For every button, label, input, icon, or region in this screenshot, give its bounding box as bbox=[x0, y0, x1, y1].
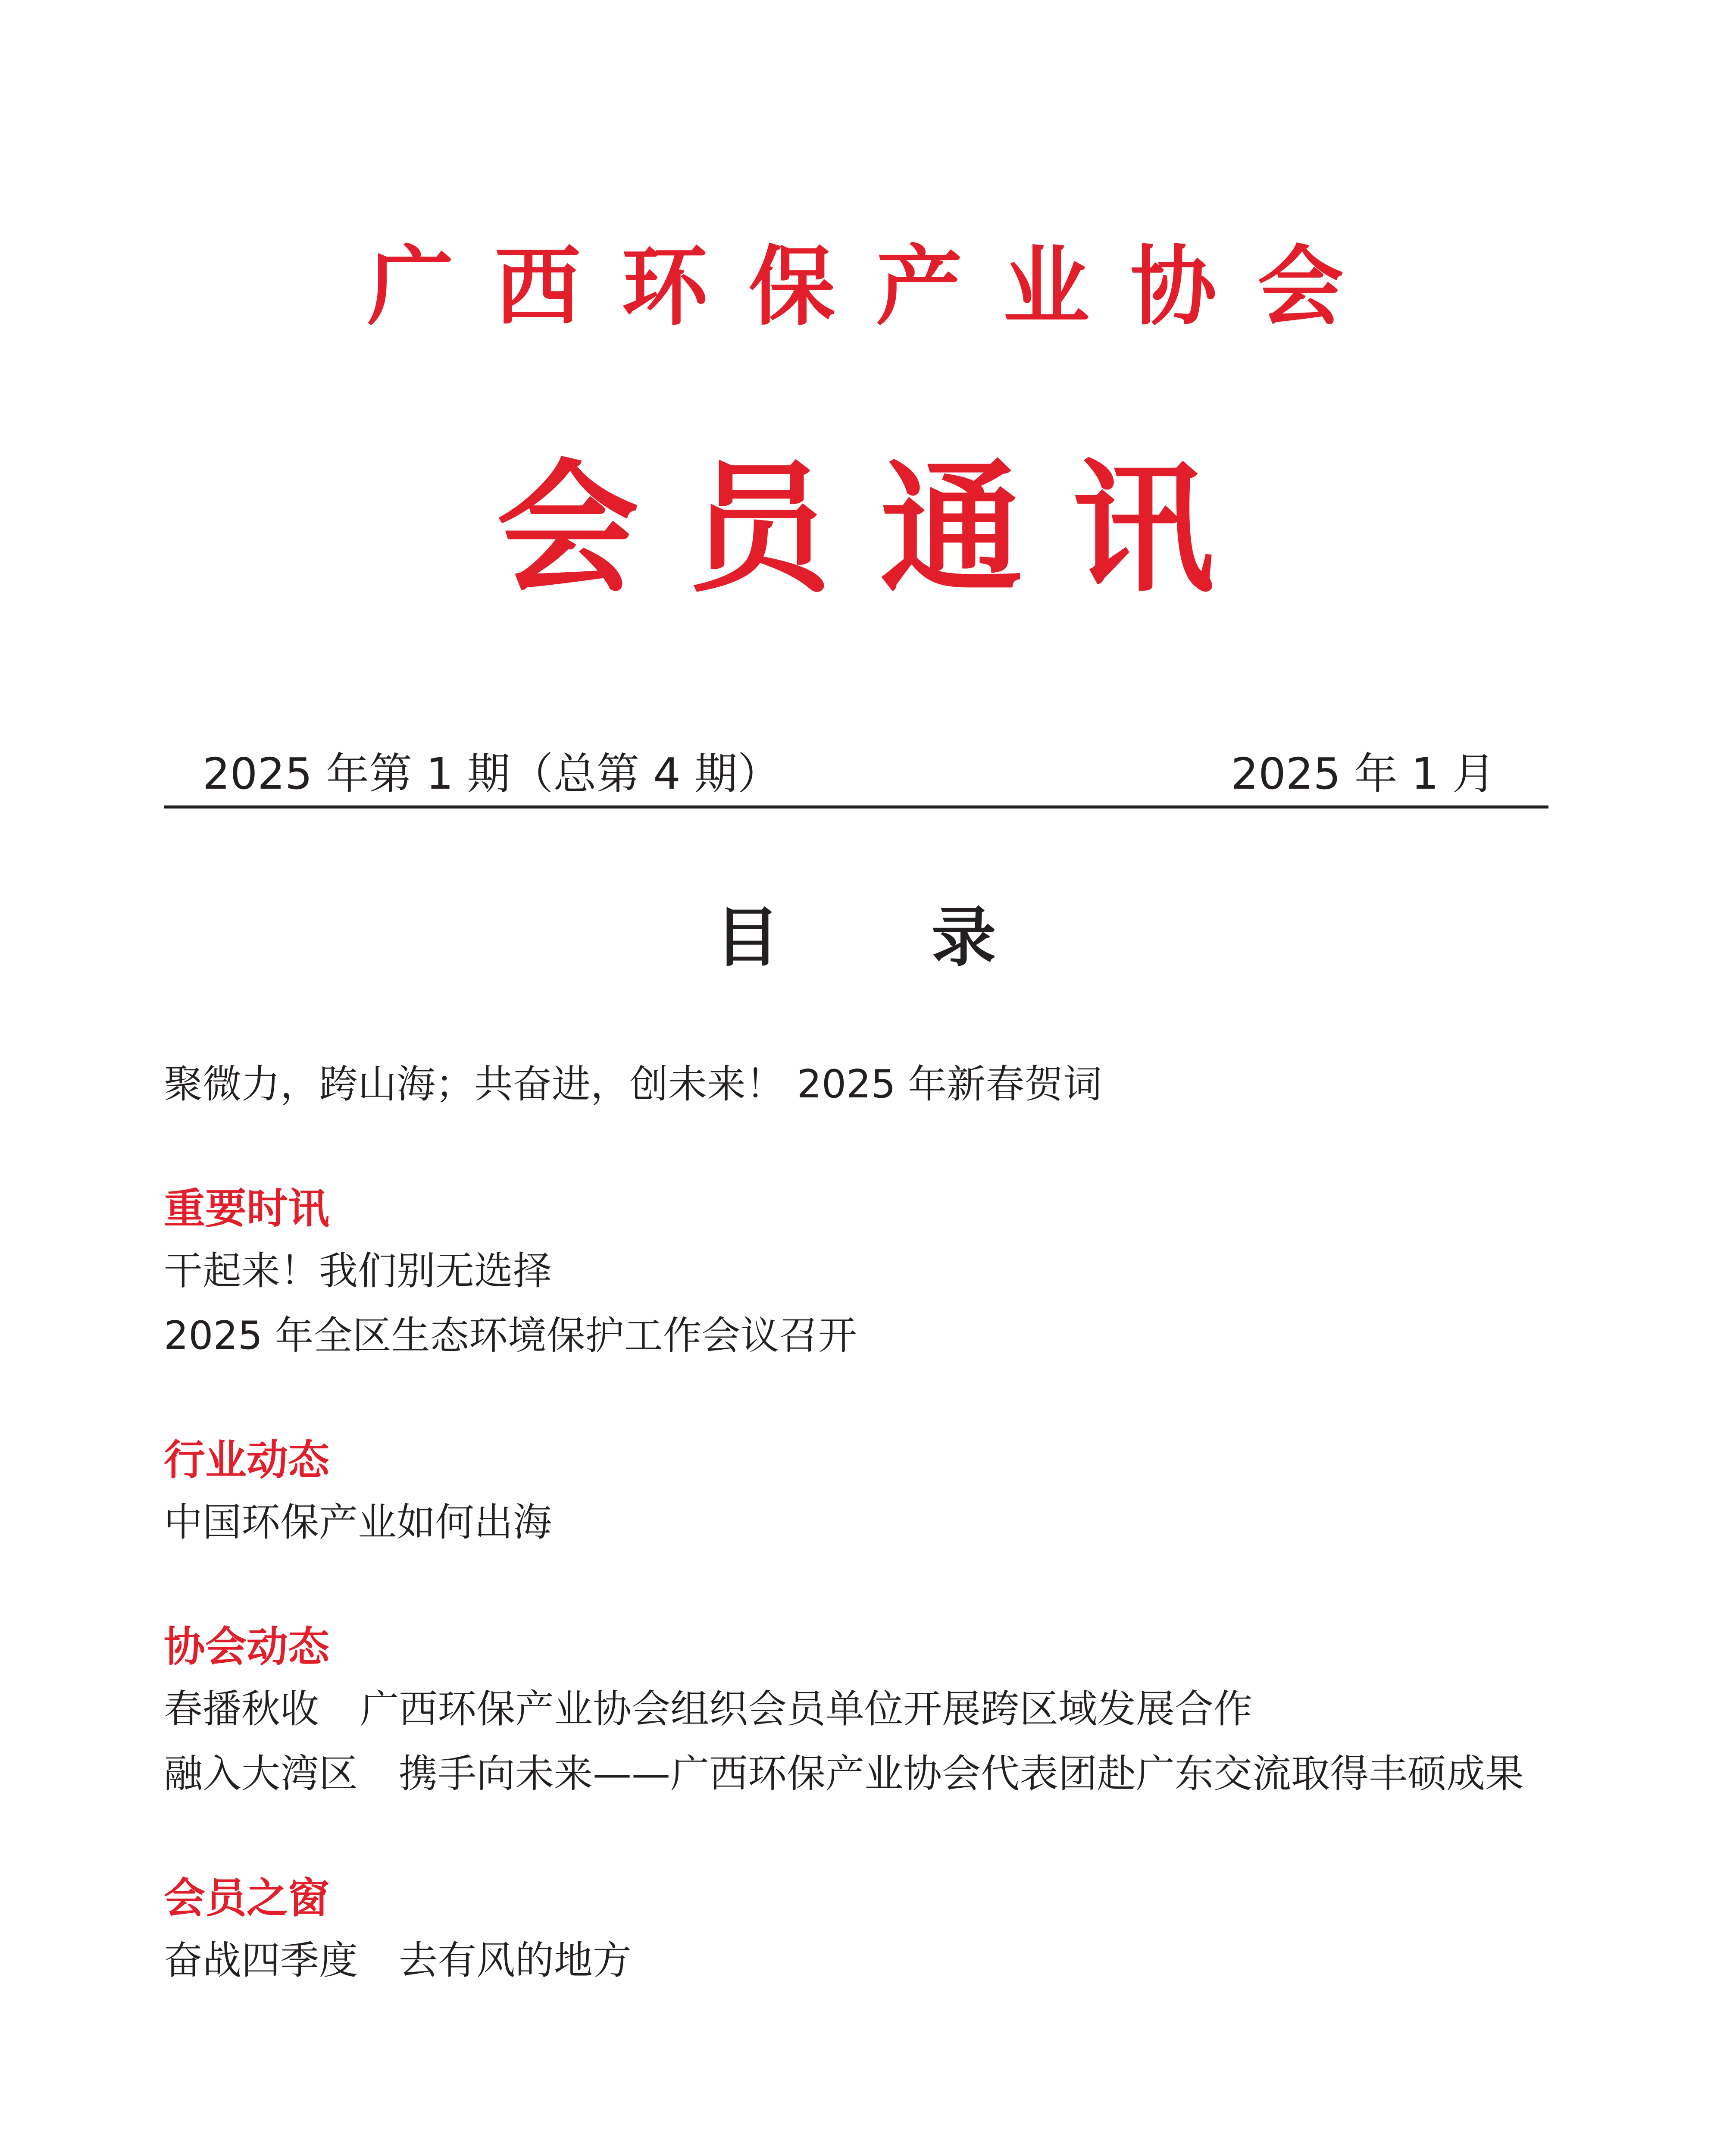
publication-title: 会员通讯 bbox=[497, 445, 1264, 612]
toc-item-title: 融入大湾区 bbox=[164, 1751, 358, 1796]
toc-item-title: 干起来！我们别无选择 bbox=[164, 1248, 552, 1294]
toc-section bbox=[164, 1617, 1552, 1806]
toc-heading: 目 录 bbox=[715, 900, 1061, 975]
issue-date: 2025 年 1 月 bbox=[1231, 749, 1495, 799]
toc-item-title: 奋战四季度 bbox=[164, 1938, 358, 1983]
toc-item-subtitle: 去有风的地方 bbox=[399, 1938, 632, 1983]
toc-item[interactable] bbox=[164, 1928, 1552, 1993]
issue-number: 2025 年第 1 期（总第 4 期） bbox=[203, 749, 781, 799]
organization-name: 广西环保产业协会 bbox=[367, 236, 1385, 337]
toc-section bbox=[164, 1430, 1552, 1555]
toc-intro-item[interactable]: 聚微力，跨山海；共奋进，创未来！ 2025 年新春贺词 bbox=[164, 1062, 1102, 1107]
toc-item-title: 中国环保产业如何出海 bbox=[164, 1500, 552, 1545]
toc-section bbox=[164, 1868, 1552, 1993]
toc-item[interactable] bbox=[164, 1742, 1552, 1806]
toc-section-title: 重要时讯 bbox=[164, 1185, 329, 1233]
toc-item-subtitle: 广西环保产业协会组织会员单位开展跨区域发展合作 bbox=[360, 1686, 1252, 1732]
toc-item[interactable] bbox=[164, 1239, 1552, 1304]
toc-section-title: 会员之窗 bbox=[164, 1874, 329, 1922]
toc-item-title: 2025 年全区生态环境保护工作会议召开 bbox=[164, 1313, 857, 1358]
toc-section-title: 行业动态 bbox=[164, 1436, 329, 1484]
toc-item[interactable] bbox=[164, 1304, 1552, 1368]
header-divider bbox=[164, 805, 1548, 808]
toc-item[interactable] bbox=[164, 1490, 1552, 1555]
toc-item[interactable] bbox=[164, 1677, 1552, 1742]
toc-item-title: 春播秋收 bbox=[164, 1686, 319, 1732]
toc-section bbox=[164, 1178, 1552, 1368]
toc-item-subtitle: 携手向未来——广西环保产业协会代表团赴广东交流取得丰硕成果 bbox=[399, 1751, 1524, 1796]
table-of-contents bbox=[164, 1052, 1552, 1993]
toc-section-title: 协会动态 bbox=[164, 1623, 329, 1671]
